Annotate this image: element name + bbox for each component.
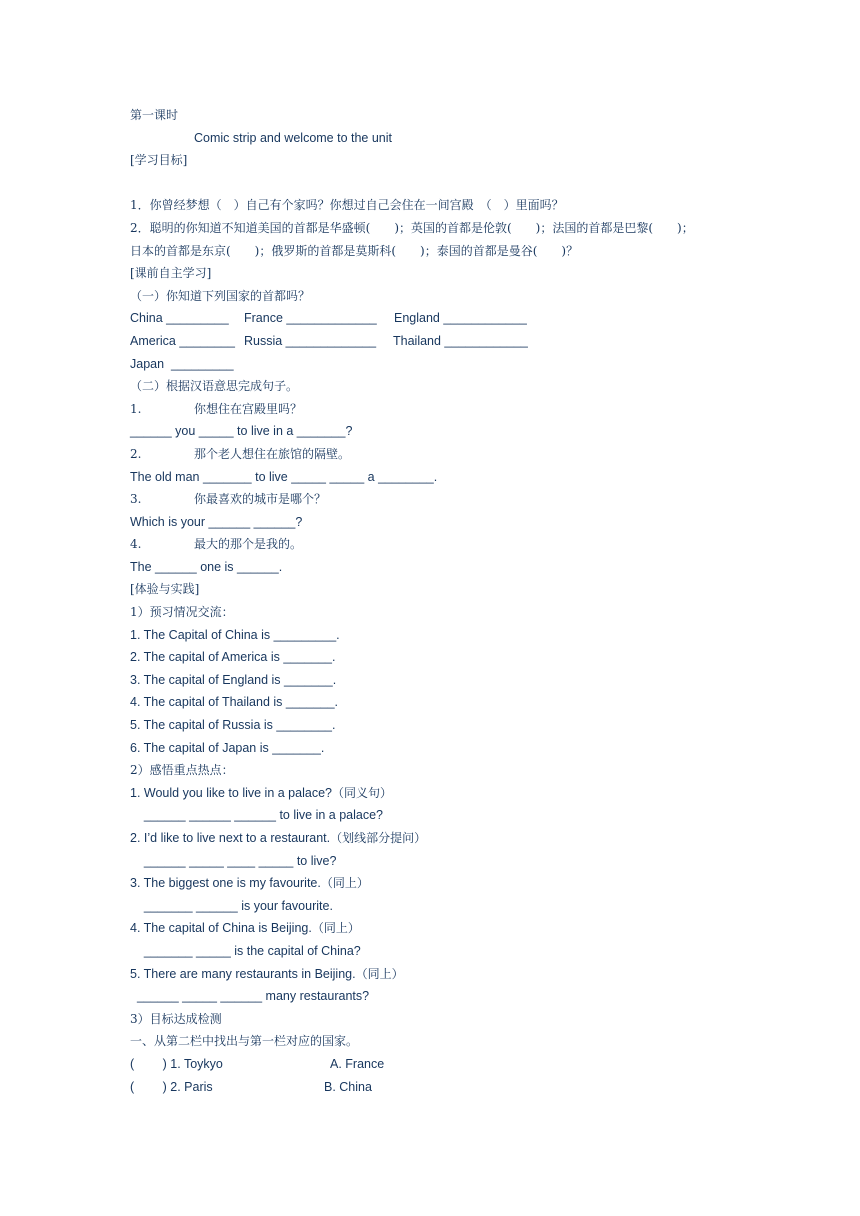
sentence-en: The old man _______ to live _____ _____ a ________. — [130, 469, 438, 484]
capital-france: France _____________ — [244, 311, 377, 326]
capitals-row — [130, 330, 750, 353]
goal-item: 1．你曾经梦想（ ）自己有个家吗？你想过自己会住在一间宫殿 （ ）里面吗？ — [130, 198, 564, 213]
question-cn: （同上） — [320, 876, 369, 891]
practice2-question — [130, 872, 750, 895]
practice2-question — [130, 917, 750, 940]
practice2-question — [130, 782, 750, 805]
goal-item: 2．聪明的你知道不知道美国的首都是华盛顿( )；英国的首都是伦敦( )；法国的首都是巴黎( )； — [130, 220, 694, 235]
capital-england: England ____________ — [394, 311, 527, 326]
section-self-study-heading: [课前自主学习] — [130, 266, 212, 281]
capital-america: America ________ — [130, 333, 235, 348]
match-left: ( ) 2. Paris — [130, 1079, 213, 1094]
practice3-title: 3）目标达成检测 — [130, 1011, 222, 1026]
spacer — [130, 172, 750, 195]
sentence-cn — [130, 533, 750, 556]
capital-japan: Japan _________ — [130, 356, 234, 371]
practice2-question — [130, 963, 750, 986]
question-en: 4. The capital of China is Beijing. — [130, 921, 312, 936]
match-row — [130, 1053, 750, 1076]
practice2-answer: ______ _____ ____ _____ to live? — [130, 853, 337, 868]
sentence-cn-text: 你最喜欢的城市是哪个？ — [194, 492, 327, 507]
sentence-cn — [130, 398, 750, 421]
capital-thailand: Thailand ____________ — [393, 333, 528, 348]
practice2-answer: _______ _____ is the capital of China? — [130, 943, 361, 958]
question-cn: （划线部分提问） — [330, 831, 427, 845]
match-left: ( ) 1. Toykyo — [130, 1056, 223, 1071]
sentence-number: 3. — [130, 492, 142, 507]
section-goals-heading: [学习目标] — [130, 153, 188, 168]
question-en: 2. I’d like to live next to a restaurant. — [130, 831, 331, 845]
practice1-item: 4. The capital of Thailand is _______. — [130, 695, 339, 710]
practice1-item: 5. The capital of Russia is ________. — [130, 718, 336, 733]
practice2-answer: _______ ______ is your favourite. — [130, 898, 333, 913]
practice2-question — [130, 827, 750, 850]
sentence-en: The ______ one is ______. — [130, 559, 283, 574]
practice2-title: 2）感悟重点热点： — [130, 763, 234, 778]
practice1-title: 1）预习情况交流： — [130, 605, 234, 620]
goal-item: 日本的首都是东京( )；俄罗斯的首都是莫斯科( )；泰国的首都是曼谷( )？ — [130, 243, 579, 258]
practice2-answer: ______ _____ ______ many restaurants? — [130, 989, 370, 1004]
question-en: 5. There are many restaurants in Beijing. — [130, 966, 356, 981]
sentence-cn-text: 你想住在宫殿里吗？ — [194, 401, 303, 416]
lesson-title: 第一课时 — [130, 108, 179, 122]
practice1-item: 6. The capital of Japan is _______. — [130, 740, 325, 755]
document-page — [130, 104, 750, 1098]
capital-russia: Russia _____________ — [244, 333, 377, 348]
question-cn: （同义句） — [331, 785, 392, 800]
question-en: 1. Would you like to live in a palace? — [130, 785, 332, 800]
question-en: 3. The biggest one is my favourite. — [130, 876, 321, 891]
practice1-item: 2. The capital of America is _______. — [130, 650, 336, 665]
question-cn: （同上） — [355, 966, 404, 981]
capital-china: China _________ — [130, 311, 229, 326]
sentence-number: 1. — [130, 401, 142, 416]
section-practice-heading: [体验与实践] — [130, 582, 200, 597]
sentence-cn — [130, 443, 750, 466]
lesson-subtitle: Comic strip and welcome to the unit — [194, 130, 393, 145]
practice1-item: 3. The capital of England is _______. — [130, 672, 337, 687]
practice2-answer: ______ ______ ______ to live in a palace? — [130, 808, 383, 823]
practice1-item: 1. The Capital of China is _________. — [130, 627, 340, 642]
part1-title: （一）你知道下列国家的首都吗？ — [130, 288, 311, 303]
part2-title: （二）根据汉语意思完成句子。 — [130, 379, 299, 394]
sentence-cn — [130, 488, 750, 511]
sentence-number: 4. — [130, 537, 142, 552]
match-right: B. China — [324, 1079, 372, 1094]
match-row — [130, 1076, 750, 1099]
sentence-en: ______ you _____ to live in a _______? — [130, 424, 353, 439]
sentence-en: Which is your ______ ______? — [130, 514, 303, 529]
sentence-cn-text: 最大的那个是我的。 — [194, 537, 303, 552]
capitals-row — [130, 307, 750, 330]
match-right: A. France — [330, 1056, 385, 1071]
sentence-number: 2. — [130, 446, 142, 461]
check1-title: 一、从第二栏中找出与第一栏对应的国家。 — [130, 1034, 359, 1049]
question-cn: （同上） — [311, 921, 360, 936]
sentence-cn-text: 那个老人想住在旅馆的隔壁。 — [194, 446, 351, 461]
